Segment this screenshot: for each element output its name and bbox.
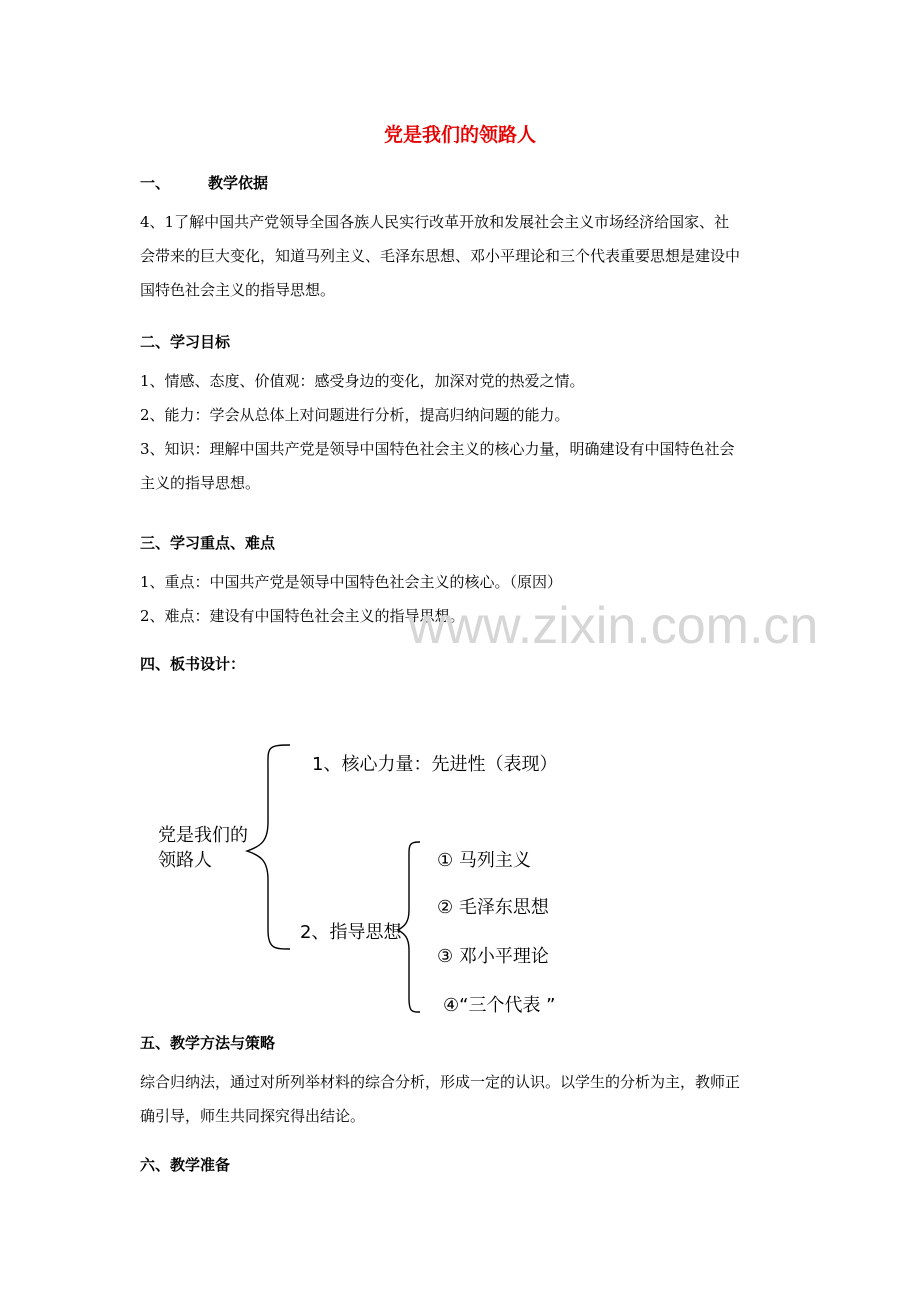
section-heading-5: 五、教学方法与策略 [140,1034,276,1052]
section-heading-6: 六、教学准备 [140,1156,231,1174]
paragraph-line: 会带来的巨大变化，知道马列主义、毛泽东思想、邓小平理论和三个代表重要思想是建设中 [140,247,741,265]
watermark: www.zixin.com.cn [408,597,819,655]
section-heading-1-text: 教学依据 [208,174,269,192]
section-5-body [140,1065,790,1133]
diagram-branch-2: 2、指导思想 [300,922,402,943]
section-heading-3: 三、学习重点、难点 [140,534,276,552]
paragraph-line: 1、情感、态度、价值观：感受身边的变化，加深对党的热爱之情。 [140,372,585,390]
section-heading-2: 二、学习目标 [140,333,231,351]
section-heading-1-num: 一、 [140,174,171,192]
paragraph-line: 2、难点：建设有中国特色社会主义的指导思想。 [140,607,465,625]
diagram-item-3: ③ 邓小平理论 [437,946,549,967]
diagram-item-1: ① 马列主义 [437,850,531,871]
diagram-branch-1: 1、核心力量：先进性（表现） [312,754,558,775]
paragraph-line: 综合归纳法，通过对所列举材料的综合分析，形成一定的认识。以学生的分析为主，教师正 [140,1073,741,1091]
diagram-item-4: ④“三个代表 ” [443,995,556,1016]
paragraph-line: 4、1了解中国共产党领导全国各族人民实行改革开放和发展社会主义市场经济给国家、社 [140,213,730,231]
paragraph-line: 1、重点：中国共产党是领导中国特色社会主义的核心。（原因） [140,573,563,591]
page-title: 党是我们的领路人 [383,124,536,146]
section-heading-4: 四、板书设计： [140,655,246,673]
diagram-item-2: ② 毛泽东思想 [437,897,549,918]
diagram-root-line2: 领路人 [158,850,212,871]
diagram-root-line1: 党是我们的 [158,825,248,846]
paragraph-line: 确引导，师生共同探究得出结论。 [140,1107,366,1125]
paragraph-line: 国特色社会主义的指导思想。 [140,281,336,299]
paragraph-line: 主义的指导思想。 [140,474,261,492]
paragraph-line: 3、知识：理解中国共产党是领导中国特色社会主义的核心力量，明确建设有中国特色社会 [140,440,735,458]
paragraph-line: 2、能力：学会从总体上对问题进行分析，提高归纳问题的能力。 [140,406,570,424]
